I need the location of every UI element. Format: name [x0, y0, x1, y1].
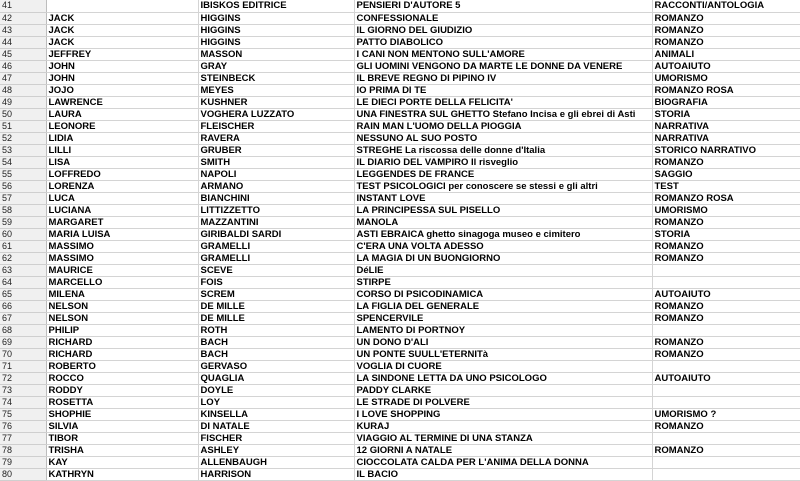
title-cell[interactable]: IL BACIO: [354, 468, 652, 480]
genre-cell[interactable]: AUTOAIUTO: [652, 60, 800, 72]
title-cell[interactable]: SPENCERVILE: [354, 312, 652, 324]
last-name-cell[interactable]: GRUBER: [198, 144, 354, 156]
last-name-cell[interactable]: GRAY: [198, 60, 354, 72]
genre-cell[interactable]: ROMANZO: [652, 348, 800, 360]
last-name-cell[interactable]: BIANCHINI: [198, 192, 354, 204]
last-name-cell[interactable]: VOGHERA LUZZATO: [198, 108, 354, 120]
genre-cell[interactable]: [652, 456, 800, 468]
table-row: [0, 204, 800, 216]
row-number-cell[interactable]: 49: [0, 96, 46, 108]
genre-cell[interactable]: NARRATIVA: [652, 120, 800, 132]
title-cell[interactable]: IL DIARIO DEL VAMPIRO Il risveglio: [354, 156, 652, 168]
last-name-cell[interactable]: GERVASO: [198, 360, 354, 372]
title-cell[interactable]: LE STRADE DI POLVERE: [354, 396, 652, 408]
first-name-cell[interactable]: ROCCO: [46, 372, 198, 384]
title-cell[interactable]: UNA FINESTRA SUL GHETTO Stefano Incisa e gli ebrei di Asti: [354, 108, 652, 120]
table-row: [0, 132, 800, 144]
row-number-cell[interactable]: 51: [0, 120, 46, 132]
last-name-cell[interactable]: FOIS: [198, 276, 354, 288]
genre-cell[interactable]: UMORISMO ?: [652, 408, 800, 420]
title-cell[interactable]: LA MAGIA DI UN BUONGIORNO: [354, 252, 652, 264]
table-row: [0, 216, 800, 228]
last-name-cell[interactable]: HIGGINS: [198, 24, 354, 36]
row-number-cell[interactable]: 48: [0, 84, 46, 96]
genre-cell[interactable]: TEST: [652, 180, 800, 192]
title-cell[interactable]: VIAGGIO AL TERMINE DI UNA STANZA: [354, 432, 652, 444]
title-cell[interactable]: KURAJ: [354, 420, 652, 432]
genre-cell[interactable]: AUTOAIUTO: [652, 372, 800, 384]
table-row: [0, 156, 800, 168]
table-row: [0, 60, 800, 72]
genre-cell[interactable]: NARRATIVA: [652, 132, 800, 144]
title-cell[interactable]: PENSIERI D'AUTORE 5: [354, 0, 652, 12]
last-name-cell[interactable]: GRAMELLI: [198, 240, 354, 252]
title-cell[interactable]: I CANI NON MENTONO SULL'AMORE: [354, 48, 652, 60]
title-cell[interactable]: LAMENTO DI PORTNOY: [354, 324, 652, 336]
title-cell[interactable]: STIRPE: [354, 276, 652, 288]
first-name-cell[interactable]: RICHARD: [46, 348, 198, 360]
title-cell[interactable]: CONFESSIONALE: [354, 12, 652, 24]
table-row: [0, 252, 800, 264]
genre-cell[interactable]: ROMANZO: [652, 420, 800, 432]
table-row: [0, 456, 800, 468]
row-number-cell[interactable]: 56: [0, 180, 46, 192]
genre-cell[interactable]: ROMANZO: [652, 336, 800, 348]
first-name-cell[interactable]: JACK: [46, 12, 198, 24]
first-name-cell[interactable]: NELSON: [46, 300, 198, 312]
table-row: [0, 372, 800, 384]
table-row: [0, 312, 800, 324]
row-number-cell[interactable]: 41: [0, 0, 46, 12]
genre-cell[interactable]: STORICO NARRATIVO: [652, 144, 800, 156]
title-cell[interactable]: MANOLA: [354, 216, 652, 228]
row-number-cell[interactable]: 45: [0, 48, 46, 60]
genre-cell[interactable]: [652, 360, 800, 372]
title-cell[interactable]: 12 GIORNI A NATALE: [354, 444, 652, 456]
genre-cell[interactable]: UMORISMO: [652, 72, 800, 84]
first-name-cell[interactable]: [46, 0, 198, 12]
row-number-cell[interactable]: 63: [0, 264, 46, 276]
table-row: [0, 396, 800, 408]
row-number-cell[interactable]: 64: [0, 276, 46, 288]
table-row: [0, 408, 800, 420]
table-row: [0, 288, 800, 300]
title-cell[interactable]: UN DONO D'ALI: [354, 336, 652, 348]
row-number-cell[interactable]: 76: [0, 420, 46, 432]
table-row: [0, 192, 800, 204]
row-number-cell[interactable]: 60: [0, 228, 46, 240]
table-row: [0, 48, 800, 60]
last-name-cell[interactable]: DE MILLE: [198, 312, 354, 324]
row-number-cell[interactable]: 73: [0, 384, 46, 396]
row-number-cell[interactable]: 42: [0, 12, 46, 24]
last-name-cell[interactable]: GIRIBALDI SARDI: [198, 228, 354, 240]
row-number-cell[interactable]: 50: [0, 108, 46, 120]
genre-cell[interactable]: STORIA: [652, 108, 800, 120]
table-row: [0, 360, 800, 372]
genre-cell[interactable]: ANIMALI: [652, 48, 800, 60]
table-row: [0, 324, 800, 336]
last-name-cell[interactable]: DE MILLE: [198, 300, 354, 312]
last-name-cell[interactable]: ROTH: [198, 324, 354, 336]
first-name-cell[interactable]: LUCA: [46, 192, 198, 204]
row-number-cell[interactable]: 75: [0, 408, 46, 420]
first-name-cell[interactable]: MAURICE: [46, 264, 198, 276]
table-row: [0, 384, 800, 396]
title-cell[interactable]: C'ERA UNA VOLTA ADESSO: [354, 240, 652, 252]
title-cell[interactable]: RAIN MAN L'UOMO DELLA PIOGGIA: [354, 120, 652, 132]
row-number-cell[interactable]: 79: [0, 456, 46, 468]
last-name-cell[interactable]: SMITH: [198, 156, 354, 168]
last-name-cell[interactable]: RAVERA: [198, 132, 354, 144]
table-row: [0, 264, 800, 276]
row-number-cell[interactable]: 55: [0, 168, 46, 180]
title-cell[interactable]: CIOCCOLATA CALDA PER L'ANIMA DELLA DONNA: [354, 456, 652, 468]
first-name-cell[interactable]: SILVIA: [46, 420, 198, 432]
last-name-cell[interactable]: GRAMELLI: [198, 252, 354, 264]
first-name-cell[interactable]: LORENZA: [46, 180, 198, 192]
table-row: [0, 468, 800, 480]
genre-cell[interactable]: [652, 384, 800, 396]
title-cell[interactable]: PADDY CLARKE: [354, 384, 652, 396]
table-row: [0, 120, 800, 132]
row-number-cell[interactable]: 53: [0, 144, 46, 156]
first-name-cell[interactable]: KATHRYN: [46, 468, 198, 480]
last-name-cell[interactable]: FLEISCHER: [198, 120, 354, 132]
last-name-cell[interactable]: HIGGINS: [198, 12, 354, 24]
last-name-cell[interactable]: KUSHNER: [198, 96, 354, 108]
first-name-cell[interactable]: JOHN: [46, 72, 198, 84]
first-name-cell[interactable]: KAY: [46, 456, 198, 468]
first-name-cell[interactable]: MARCELLO: [46, 276, 198, 288]
table-row: [0, 348, 800, 360]
table-row: [0, 12, 800, 24]
title-cell[interactable]: CORSO DI PSICODINAMICA: [354, 288, 652, 300]
row-number-cell[interactable]: 57: [0, 192, 46, 204]
row-number-cell[interactable]: 70: [0, 348, 46, 360]
last-name-cell[interactable]: HIGGINS: [198, 36, 354, 48]
first-name-cell[interactable]: MILENA: [46, 288, 198, 300]
last-name-cell[interactable]: NAPOLI: [198, 168, 354, 180]
genre-cell[interactable]: ROMANZO ROSA: [652, 84, 800, 96]
table-row: [0, 96, 800, 108]
genre-cell[interactable]: [652, 324, 800, 336]
row-number-cell[interactable]: 44: [0, 36, 46, 48]
genre-cell[interactable]: ROMANZO: [652, 216, 800, 228]
genre-cell[interactable]: ROMANZO: [652, 156, 800, 168]
first-name-cell[interactable]: TIBOR: [46, 432, 198, 444]
title-cell[interactable]: LE DIECI PORTE DELLA FELICITA': [354, 96, 652, 108]
title-cell[interactable]: LA SINDONE LETTA DA UNO PSICOLOGO: [354, 372, 652, 384]
row-number-cell[interactable]: 66: [0, 300, 46, 312]
first-name-cell[interactable]: LEONORE: [46, 120, 198, 132]
title-cell[interactable]: VOGLIA DI CUORE: [354, 360, 652, 372]
row-number-cell[interactable]: 65: [0, 288, 46, 300]
genre-cell[interactable]: ROMANZO: [652, 12, 800, 24]
title-cell[interactable]: PATTO DIABOLICO: [354, 36, 652, 48]
first-name-cell[interactable]: MARGARET: [46, 216, 198, 228]
first-name-cell[interactable]: LILLI: [46, 144, 198, 156]
row-number-cell[interactable]: 74: [0, 396, 46, 408]
row-number-cell[interactable]: 59: [0, 216, 46, 228]
title-cell[interactable]: NESSUNO AL SUO POSTO: [354, 132, 652, 144]
first-name-cell[interactable]: LAWRENCE: [46, 96, 198, 108]
last-name-cell[interactable]: MASSON: [198, 48, 354, 60]
last-name-cell[interactable]: DI NATALE: [198, 420, 354, 432]
row-number-cell[interactable]: 62: [0, 252, 46, 264]
title-cell[interactable]: IL GIORNO DEL GIUDIZIO: [354, 24, 652, 36]
row-number-cell[interactable]: 67: [0, 312, 46, 324]
table-row: [0, 228, 800, 240]
title-cell[interactable]: IO PRIMA DI TE: [354, 84, 652, 96]
genre-cell[interactable]: [652, 396, 800, 408]
last-name-cell[interactable]: BACH: [198, 336, 354, 348]
table-row: [0, 168, 800, 180]
table-row: [0, 72, 800, 84]
genre-cell[interactable]: ROMANZO: [652, 444, 800, 456]
row-number-cell[interactable]: 52: [0, 132, 46, 144]
first-name-cell[interactable]: JOJO: [46, 84, 198, 96]
title-cell[interactable]: LEGGENDES DE FRANCE: [354, 168, 652, 180]
genre-cell[interactable]: ROMANZO: [652, 300, 800, 312]
row-number-cell[interactable]: 78: [0, 444, 46, 456]
row-number-cell[interactable]: 72: [0, 372, 46, 384]
last-name-cell[interactable]: BACH: [198, 348, 354, 360]
last-name-cell[interactable]: FISCHER: [198, 432, 354, 444]
first-name-cell[interactable]: PHILIP: [46, 324, 198, 336]
row-number-cell[interactable]: 71: [0, 360, 46, 372]
first-name-cell[interactable]: RICHARD: [46, 336, 198, 348]
last-name-cell[interactable]: KINSELLA: [198, 408, 354, 420]
title-cell[interactable]: I LOVE SHOPPING: [354, 408, 652, 420]
last-name-cell[interactable]: STEINBECK: [198, 72, 354, 84]
table-row: [0, 180, 800, 192]
first-name-cell[interactable]: LOFFREDO: [46, 168, 198, 180]
table-row: [0, 300, 800, 312]
title-cell[interactable]: UN PONTE SUULL'ETERNITà: [354, 348, 652, 360]
last-name-cell[interactable]: LOY: [198, 396, 354, 408]
last-name-cell[interactable]: QUAGLIA: [198, 372, 354, 384]
genre-cell[interactable]: SAGGIO: [652, 168, 800, 180]
row-number-cell[interactable]: 47: [0, 72, 46, 84]
last-name-cell[interactable]: LITTIZZETTO: [198, 204, 354, 216]
title-cell[interactable]: INSTANT LOVE: [354, 192, 652, 204]
table-row: [0, 432, 800, 444]
row-number-cell[interactable]: 46: [0, 60, 46, 72]
row-number-cell[interactable]: 80: [0, 468, 46, 480]
last-name-cell[interactable]: ASHLEY: [198, 444, 354, 456]
genre-cell[interactable]: ROMANZO ROSA: [652, 192, 800, 204]
table-row: [0, 24, 800, 36]
genre-cell[interactable]: [652, 264, 800, 276]
first-name-cell[interactable]: JACK: [46, 24, 198, 36]
genre-cell[interactable]: STORIA: [652, 228, 800, 240]
first-name-cell[interactable]: LAURA: [46, 108, 198, 120]
title-cell[interactable]: LA PRINCIPESSA SUL PISELLO: [354, 204, 652, 216]
last-name-cell[interactable]: ALLENBAUGH: [198, 456, 354, 468]
last-name-cell[interactable]: SCEVE: [198, 264, 354, 276]
first-name-cell[interactable]: NELSON: [46, 312, 198, 324]
first-name-cell[interactable]: LUCIANA: [46, 204, 198, 216]
first-name-cell[interactable]: SHOPHIE: [46, 408, 198, 420]
row-number-cell[interactable]: 54: [0, 156, 46, 168]
first-name-cell[interactable]: ROBERTO: [46, 360, 198, 372]
genre-cell[interactable]: UMORISMO: [652, 204, 800, 216]
first-name-cell[interactable]: LISA: [46, 156, 198, 168]
title-cell[interactable]: DéLIE: [354, 264, 652, 276]
title-cell[interactable]: LA FIGLIA DEL GENERALE: [354, 300, 652, 312]
first-name-cell[interactable]: TRISHA: [46, 444, 198, 456]
first-name-cell[interactable]: JOHN: [46, 60, 198, 72]
title-cell[interactable]: STREGHE La riscossa delle donne d'Italia: [354, 144, 652, 156]
last-name-cell[interactable]: ARMANO: [198, 180, 354, 192]
genre-cell[interactable]: [652, 432, 800, 444]
first-name-cell[interactable]: MASSIMO: [46, 240, 198, 252]
row-number-cell[interactable]: 43: [0, 24, 46, 36]
title-cell[interactable]: IL BREVE REGNO DI PIPINO IV: [354, 72, 652, 84]
genre-cell[interactable]: AUTOAIUTO: [652, 288, 800, 300]
table-row: [0, 276, 800, 288]
first-name-cell[interactable]: JACK: [46, 36, 198, 48]
title-cell[interactable]: TEST PSICOLOGICI per conoscere se stessi e gli altri: [354, 180, 652, 192]
genre-cell[interactable]: BIOGRAFIA: [652, 96, 800, 108]
genre-cell[interactable]: ROMANZO: [652, 240, 800, 252]
row-number-cell[interactable]: 68: [0, 324, 46, 336]
genre-cell[interactable]: ROMANZO: [652, 252, 800, 264]
genre-cell[interactable]: ROMANZO: [652, 312, 800, 324]
row-number-cell[interactable]: 58: [0, 204, 46, 216]
row-number-cell[interactable]: 69: [0, 336, 46, 348]
genre-cell[interactable]: [652, 276, 800, 288]
first-name-cell[interactable]: RODDY: [46, 384, 198, 396]
table-row: [0, 144, 800, 156]
table-row: [0, 0, 800, 12]
title-cell[interactable]: ASTI EBRAICA ghetto sinagoga museo e cimitero: [354, 228, 652, 240]
table-row: [0, 444, 800, 456]
table-row: [0, 420, 800, 432]
first-name-cell[interactable]: ROSETTA: [46, 396, 198, 408]
table-row: [0, 84, 800, 96]
table-row: [0, 36, 800, 48]
last-name-cell[interactable]: IBISKOS EDITRICE: [198, 0, 354, 12]
last-name-cell[interactable]: MEYES: [198, 84, 354, 96]
last-name-cell[interactable]: HARRISON: [198, 468, 354, 480]
row-number-cell[interactable]: 61: [0, 240, 46, 252]
last-name-cell[interactable]: SCREM: [198, 288, 354, 300]
table-row: [0, 240, 800, 252]
table-row: [0, 108, 800, 120]
genre-cell[interactable]: RACCONTI/ANTOLOGIA: [652, 0, 800, 12]
genre-cell[interactable]: [652, 468, 800, 480]
genre-cell[interactable]: ROMANZO: [652, 36, 800, 48]
first-name-cell[interactable]: MASSIMO: [46, 252, 198, 264]
first-name-cell[interactable]: MARIA LUISA: [46, 228, 198, 240]
table-row: [0, 336, 800, 348]
genre-cell[interactable]: ROMANZO: [652, 24, 800, 36]
last-name-cell[interactable]: MAZZANTINI: [198, 216, 354, 228]
first-name-cell[interactable]: LIDIA: [46, 132, 198, 144]
last-name-cell[interactable]: DOYLE: [198, 384, 354, 396]
first-name-cell[interactable]: JEFFREY: [46, 48, 198, 60]
title-cell[interactable]: GLI UOMINI VENGONO DA MARTE LE DONNE DA VENERE: [354, 60, 652, 72]
row-number-cell[interactable]: 77: [0, 432, 46, 444]
